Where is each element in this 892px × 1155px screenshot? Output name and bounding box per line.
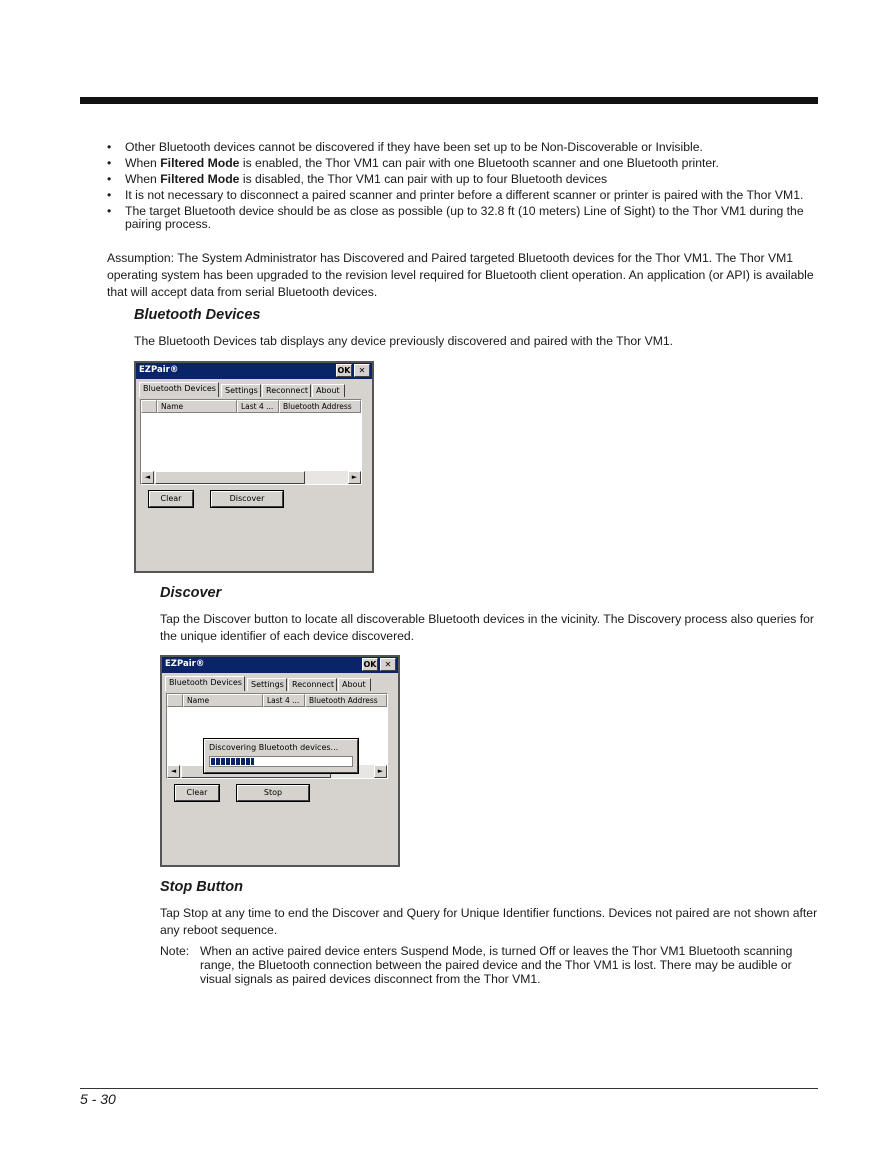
list-header <box>141 400 361 413</box>
column-last4[interactable]: Last 4 ... <box>263 694 305 707</box>
bluetooth-devices-description: The Bluetooth Devices tab displays any device previously discovered and paired with the Thor VM1. <box>134 334 674 348</box>
scroll-left-icon[interactable]: ◄ <box>141 471 154 484</box>
column-bluetooth-address[interactable]: Bluetooth Address <box>279 400 361 413</box>
horizontal-scrollbar[interactable] <box>141 471 361 484</box>
ok-button[interactable]: OK <box>337 366 351 375</box>
ok-button[interactable]: OK <box>363 660 377 669</box>
tab-settings[interactable]: Settings <box>221 384 261 397</box>
scroll-left-icon[interactable]: ◄ <box>167 765 180 778</box>
assumption-paragraph: Assumption: The System Administrator has Discovered and Paired targeted Bluetooth devices for the Thor VM1. The Thor VM1 operating system has been upgraded to the revision level required for Bluetooth client operation. An application (or API) is available that will accept data from serial Bluetooth devices. <box>107 251 814 299</box>
close-icon[interactable]: ✕ <box>354 364 370 377</box>
scroll-thumb[interactable] <box>155 471 305 484</box>
bullet-list <box>106 141 818 234</box>
tab-bluetooth-devices[interactable]: Bluetooth Devices <box>139 382 219 397</box>
progress-bar-fill <box>211 758 254 765</box>
tab-reconnect[interactable]: Reconnect <box>288 678 337 691</box>
window-title: EZPair® <box>165 659 205 669</box>
ezpair-window <box>134 361 374 573</box>
discover-description: Tap the Discover button to locate all discoverable Bluetooth devices in the vicinity. The Discovery process also queries for the unique identifier of each device discovered. <box>160 612 814 643</box>
note-text: When an active paired device enters Suspend Mode, is turned Off or leaves the Thor VM1 Bluetooth scanning range, the Bluetooth connection between the paired device and the Thor VM1 is lost. There may be audible or visual signals as paired devices disconnect from the Thor VM1. <box>200 944 793 986</box>
tab-about[interactable]: About <box>312 384 345 397</box>
scroll-right-icon[interactable]: ► <box>348 471 361 484</box>
window-title: EZPair® <box>139 365 179 375</box>
header-rule <box>80 97 818 104</box>
discover-button[interactable]: Discover <box>211 491 283 507</box>
bullet-item: • Other Bluetooth devices cannot be discovered if they have been set up to be Non-Discoverable or Invisible. <box>106 141 818 154</box>
bullet-item: • When Filtered Mode is disabled, the Thor VM1 can pair with up to four Bluetooth devices <box>106 173 818 186</box>
discovery-progress-dialog <box>204 739 358 773</box>
list-header <box>167 694 387 707</box>
bullet-item: • When Filtered Mode is enabled, the Thor VM1 can pair with one Bluetooth scanner and one Bluetooth printer. <box>106 157 818 170</box>
bullet-item: • The target Bluetooth device should be as close as possible (up to 32.8 ft (10 meters) Line of Sight) to the Thor VM1 during the pairing process. <box>106 205 818 231</box>
tab-about[interactable]: About <box>338 678 371 691</box>
tab-bluetooth-devices[interactable]: Bluetooth Devices <box>165 676 245 691</box>
discover-heading: Discover <box>160 585 222 601</box>
progress-bar <box>209 756 353 767</box>
stop-button[interactable]: Stop <box>237 785 309 801</box>
column-checkbox[interactable] <box>141 400 157 413</box>
tab-reconnect[interactable]: Reconnect <box>262 384 311 397</box>
column-last4[interactable]: Last 4 ... <box>237 400 279 413</box>
page-number: 5 - 30 <box>80 1091 116 1107</box>
stop-button-description: Tap Stop at any time to end the Discover and Query for Unique Identifier functions. Devices not paired are not shown after any reboot sequence. <box>160 906 818 937</box>
clear-button[interactable]: Clear <box>175 785 219 801</box>
clear-button[interactable]: Clear <box>149 491 193 507</box>
footer-rule <box>80 1088 818 1089</box>
note-label: Note: <box>160 944 190 958</box>
column-bluetooth-address[interactable]: Bluetooth Address <box>305 694 387 707</box>
column-name[interactable]: Name <box>157 400 237 413</box>
column-checkbox[interactable] <box>167 694 183 707</box>
bullet-item: • It is not necessary to disconnect a paired scanner and printer before a different scanner or printer is paired with the Thor VM1. <box>106 189 818 202</box>
stop-button-heading: Stop Button <box>160 879 243 895</box>
progress-message: Discovering Bluetooth devices... <box>209 743 339 752</box>
close-icon[interactable]: ✕ <box>380 658 396 671</box>
ezpair-window-discovering <box>160 655 400 867</box>
title-bar <box>162 657 398 673</box>
tab-settings[interactable]: Settings <box>247 678 287 691</box>
column-name[interactable]: Name <box>183 694 263 707</box>
device-list[interactable] <box>140 399 362 485</box>
bluetooth-devices-heading: Bluetooth Devices <box>134 307 261 323</box>
scroll-right-icon[interactable]: ► <box>374 765 387 778</box>
title-bar <box>136 363 372 379</box>
